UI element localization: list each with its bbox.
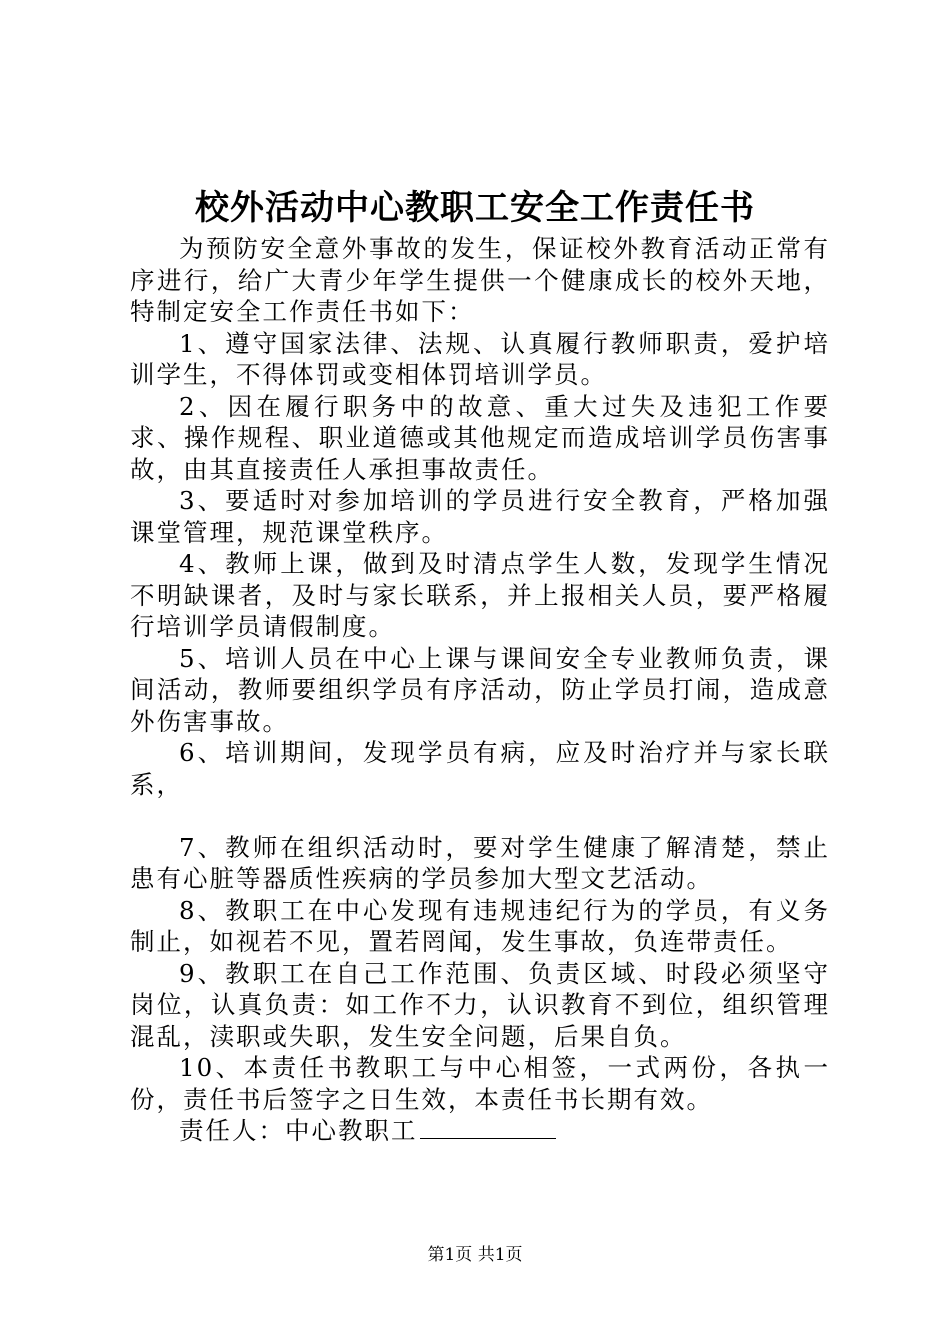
clause-8: 8、教职工在中心发现有违规违纪行为的学员，有义务制止，如视若不见，置若罔闻，发生事故，负连带责任。 [130,895,830,956]
intro-paragraph: 为预防安全意外事故的发生，保证校外教育活动正常有序进行，给广大青少年学生提供一个健康成长的校外天地，特制定安全工作责任书如下： [130,234,830,326]
signature-line [130,1115,830,1147]
clause-4: 4、教师上课，做到及时清点学生人数，发现学生情况不明缺课者，及时与家长联系，并上报相关人员，要严格履行培训学员请假制度。 [130,549,830,641]
clause-5: 5、培训人员在中心上课与课间安全专业教师负责，课间活动，教师要组织学员有序活动，防止学员打闹，造成意外伤害事故。 [130,643,830,736]
clause-10: 10、本责任书教职工与中心相签，一式两份，各执一份，责任书后签字之日生效，本责任书长期有效。 [130,1053,830,1114]
document-title: 校外活动中心教职工安全工作责任书 [195,188,755,228]
document-body [130,233,830,1147]
clause-3: 3、要适时对参加培训的学员进行安全教育，严格加强课堂管理，规范课堂秩序。 [130,486,830,547]
clause-6: 6、培训期间，发现学员有病，应及时治疗并与家长联系， [130,738,830,799]
clause-2: 2、因在履行职务中的故意、重大过失及违犯工作要求、操作规程、职业道德或其他规定而造成培训学员伤害事故，由其直接责任人承担事故责任。 [130,391,830,484]
page-footer: 第1页 共1页 [427,1245,523,1265]
clause-1: 1、遵守国家法律、法规、认真履行教师职责，爱护培训学生，不得体罚或变相体罚培训学员。 [130,328,830,389]
clause-7: 7、教师在组织活动时，要对学生健康了解清楚，禁止患有心脏等器质性疾病的学员参加大型文艺活动。 [130,832,830,893]
signature-blank [420,1116,556,1139]
signature-label: 责任人：中心教职工 [179,1116,418,1145]
clause-9: 9、教职工在自己工作范围、负责区域、时段必须坚守岗位，认真负责：如工作不力，认识教育不到位，组织管理混乱，渎职或失职，发生安全问题，后果自负。 [130,958,830,1051]
